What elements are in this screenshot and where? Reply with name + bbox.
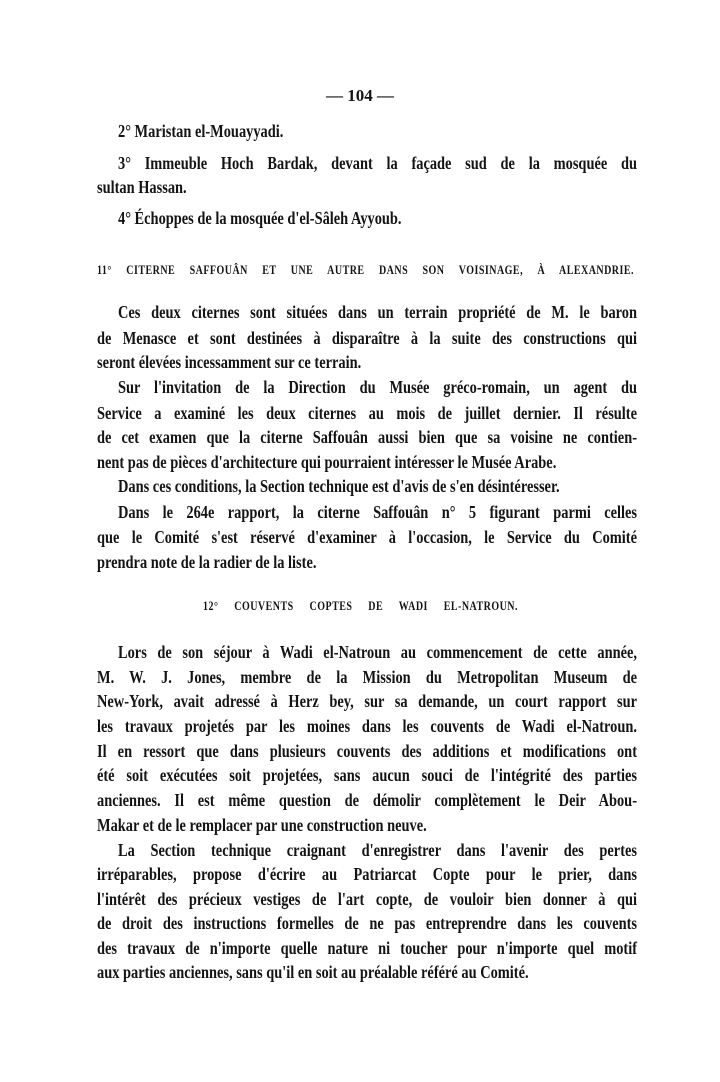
paragraph-line: aux parties anciennes, sans qu'il en soit au préalable référé au Comité. [97, 962, 529, 982]
paragraph-line: anciennes. Il est même question de démolir complètement le Deir Abou- [97, 790, 637, 810]
paragraph-line: que le Comité s'est réservé d'examiner à l'occasion, le Service du Comité [97, 527, 637, 547]
paragraph-line: Dans ces conditions, la Section technique est d'avis de s'en désintéresser. [118, 476, 560, 496]
list-item: 2° Maristan el-Mouayyadi. [118, 121, 284, 141]
section-heading: 12° COUVENTS COPTES DE WADI EL-NATROUN. [203, 599, 518, 613]
section-heading: 11° CITERNE SAFFOUÂN ET UNE AUTRE DANS SON VOISINAGE, À ALEXANDRIE. [97, 263, 634, 277]
paragraph-line: Sur l'invitation de la Direction du Musée gréco-romain, un agent du [118, 377, 637, 397]
list-item: 3° Immeuble Hoch Bardak, devant la façade sud de la mosquée du [118, 153, 637, 173]
list-item: 4° Échoppes de la mosquée d'el-Sâleh Ayyoub. [118, 208, 402, 228]
paragraph-line: prendra note de la radier de la liste. [97, 552, 317, 572]
paragraph-line: des travaux de n'importe quelle nature ni toucher pour n'importe quel motif [97, 938, 637, 958]
paragraph-line: Ces deux citernes sont situées dans un terrain propriété de M. le baron [118, 302, 637, 322]
paragraph-line: de cet examen que la citerne Saffouân aussi bien que sa voisine ne contien- [97, 427, 637, 447]
paragraph-line: Service a examiné les deux citernes au mois de juillet dernier. Il résulte [97, 403, 637, 423]
paragraph-line: nent pas de pièces d'architecture qui pourraient intéresser le Musée Arabe. [97, 452, 557, 472]
paragraph-line: les travaux projetés par les moines dans les couvents de Wadi el-Natroun. [97, 716, 637, 736]
paragraph-line: M. W. J. Jones, membre de la Mission du Metropolitan Museum de [97, 667, 637, 687]
paragraph-line: Lors de son séjour à Wadi el-Natroun au commencement de cette année, [118, 642, 637, 662]
paragraph-line: New-York, avait adressé à Herz bey, sur sa demande, un court rapport sur [97, 691, 637, 711]
paragraph-line: Makar et de le remplacer par une construction neuve. [97, 815, 427, 835]
paragraph-line: La Section technique craignant d'enregistrer dans l'avenir des pertes [118, 840, 637, 860]
paragraph-line: de droit des instructions formelles de ne pas entreprendre dans les couvents [97, 913, 637, 933]
paragraph-line: l'intérêt des précieux vestiges de l'art copte, de vouloir bien donner à qui [97, 889, 637, 909]
paragraph-line: Dans le 264e rapport, la citerne Saffouân n° 5 figurant parmi celles [118, 502, 637, 522]
paragraph-line: seront élevées incessamment sur ce terrain. [97, 352, 362, 372]
paragraph-line: irréparables, propose d'écrire au Patriarcat Copte pour le prier, dans [97, 864, 637, 884]
list-item: sultan Hassan. [97, 177, 187, 197]
page-number: — 104 — [326, 86, 394, 105]
paragraph-line: été soit exécutées soit projetées, sans aucun souci de l'intégrité des parties [97, 765, 637, 785]
paragraph-line: de Menasce et sont destinées à disparaître à la suite des constructions qui [97, 328, 637, 348]
paragraph-line: Il en ressort que dans plusieurs couvents des additions et modifications ont [97, 741, 637, 761]
